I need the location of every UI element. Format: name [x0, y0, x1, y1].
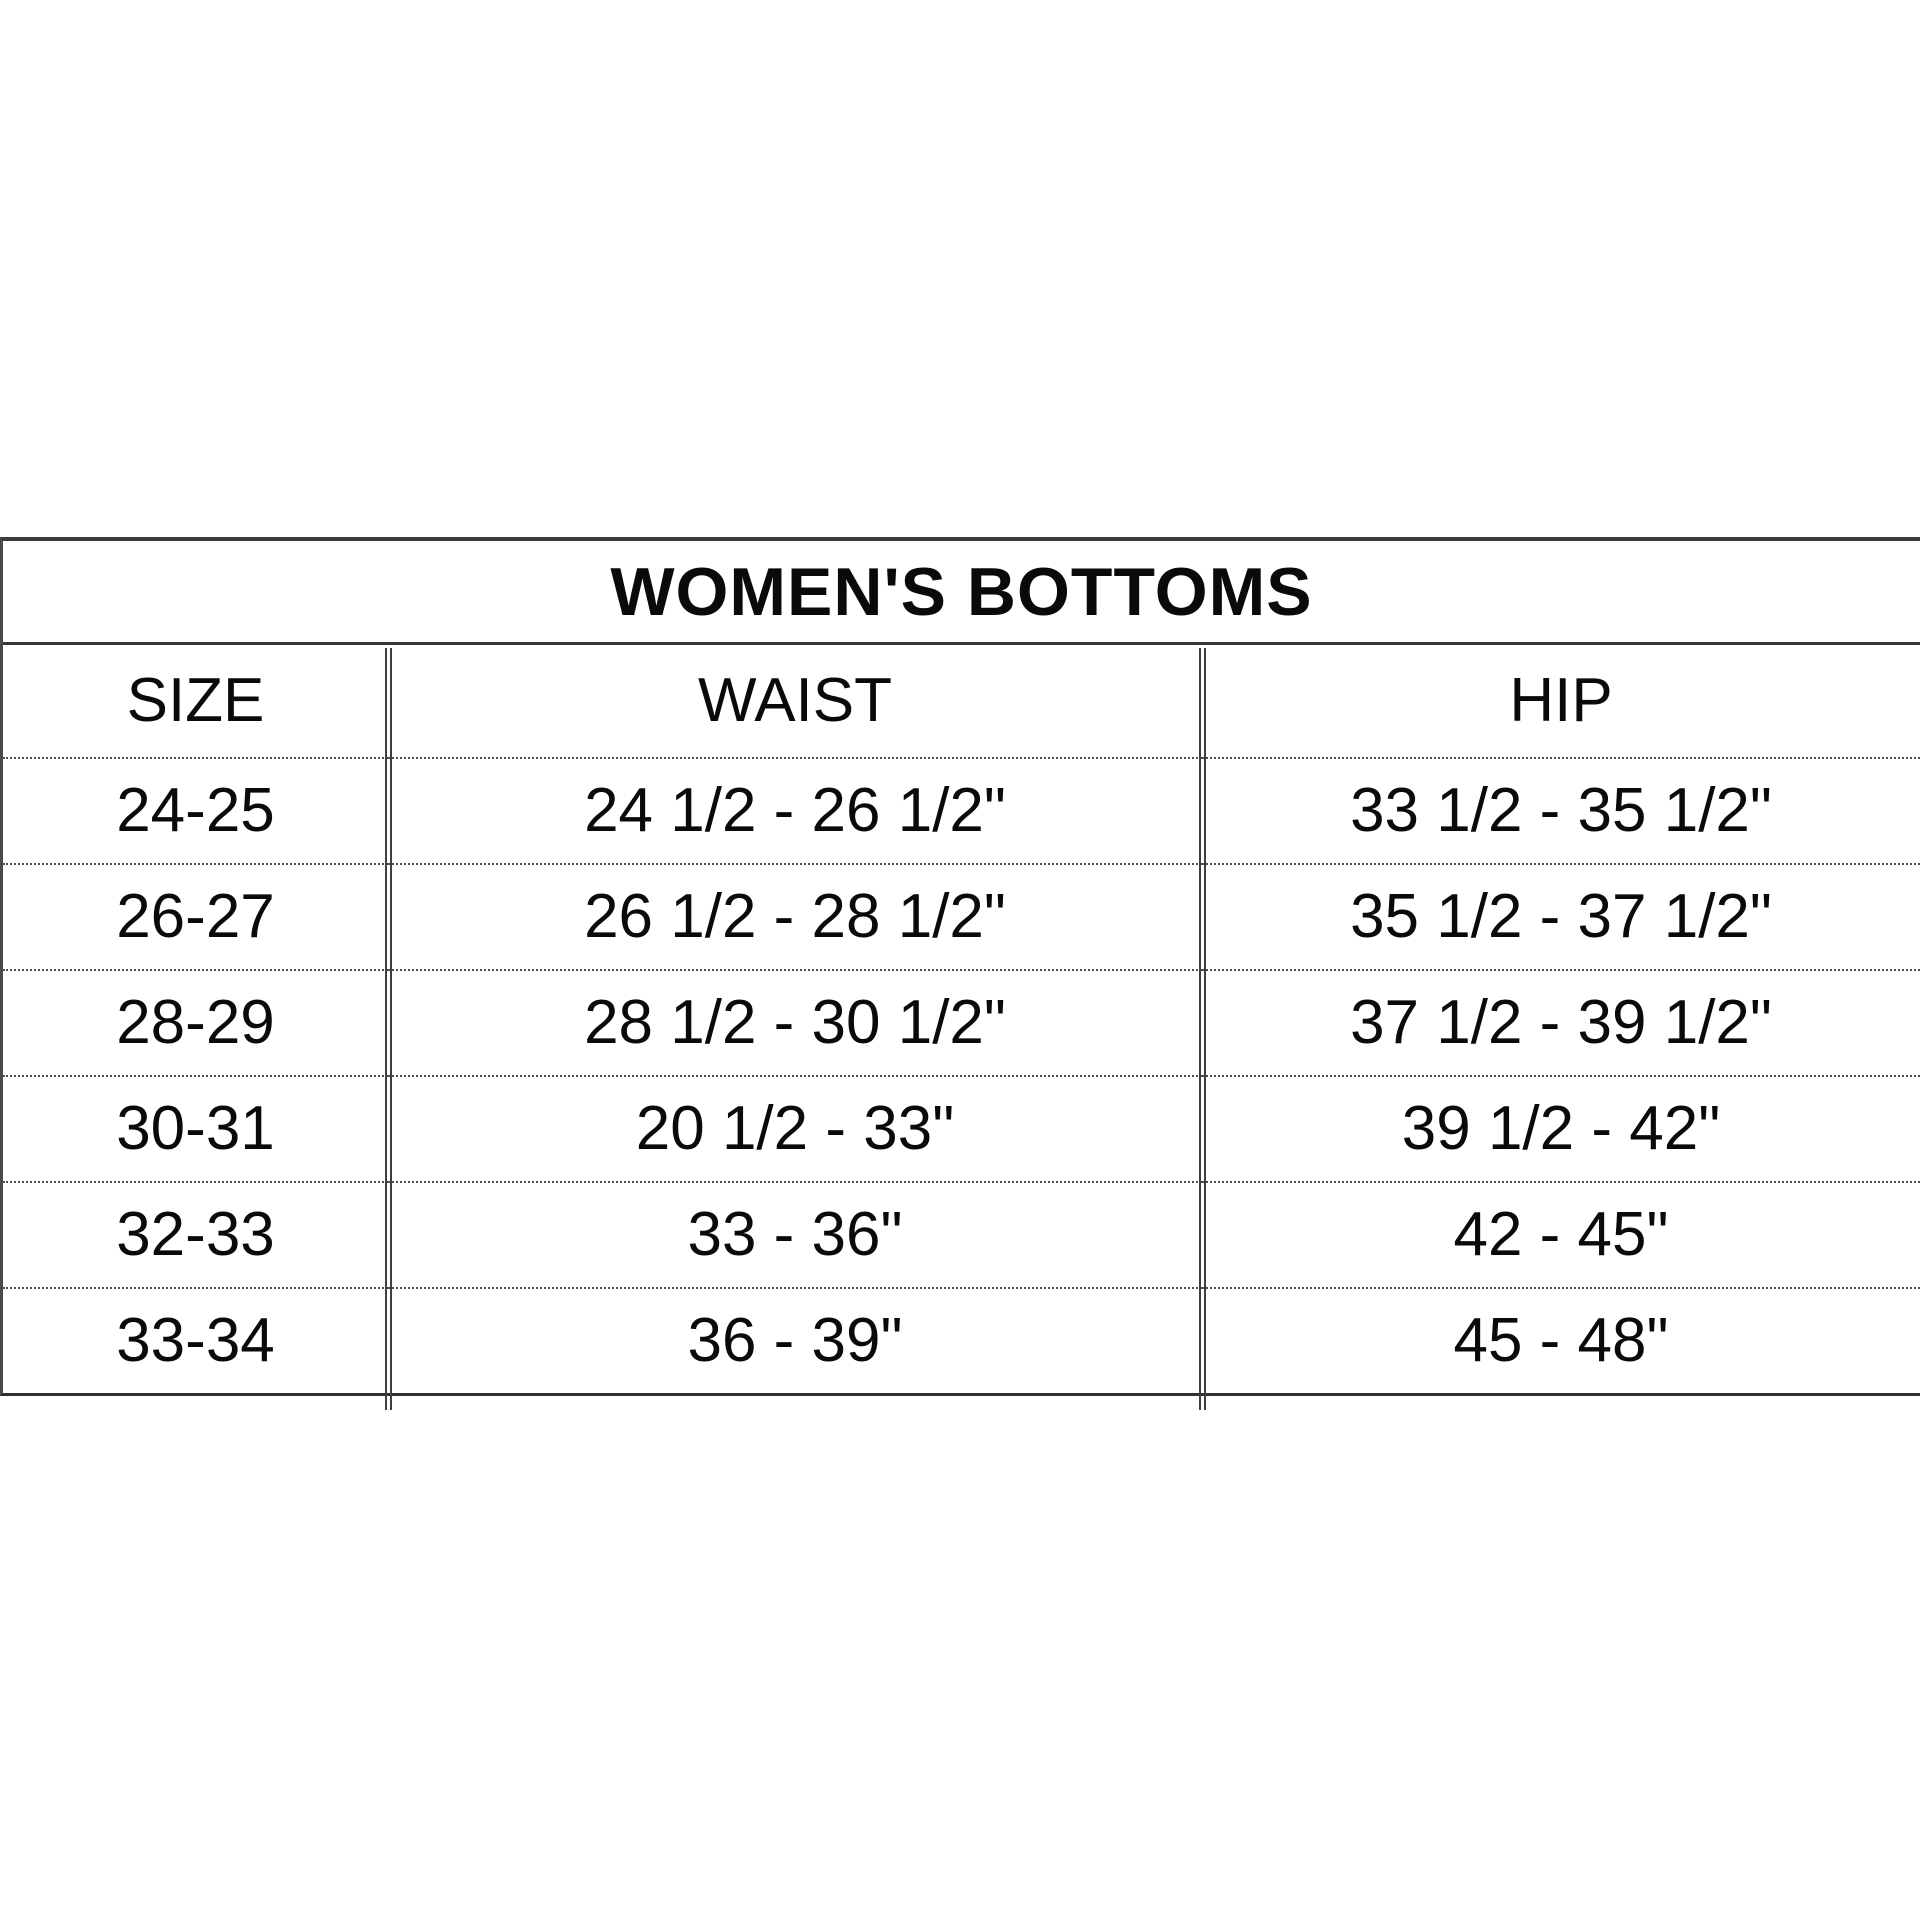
- column-header-waist: WAIST: [697, 666, 893, 735]
- size-cell: 32-33: [3, 1181, 388, 1287]
- waist-cell: 20 1/2 - 33": [388, 1075, 1202, 1181]
- hip-cell: 37 1/2 - 39 1/2": [1202, 969, 1920, 1075]
- table-title: WOMEN'S BOTTOMS: [3, 541, 1920, 645]
- waist-cell: 24 1/2 - 26 1/2": [388, 757, 1202, 863]
- column-header-size: SIZE: [126, 666, 265, 735]
- hip-cell: 35 1/2 - 37 1/2": [1202, 863, 1920, 969]
- waist-cell: 36 - 39": [388, 1287, 1202, 1393]
- size-cell: 26-27: [3, 863, 388, 969]
- waist-cell: 33 - 36": [388, 1181, 1202, 1287]
- size-cell: 30-31: [3, 1075, 388, 1181]
- size-chart-table: [0, 537, 1920, 1396]
- hip-cell: 39 1/2 - 42": [1202, 1075, 1920, 1181]
- size-cell: 24-25: [3, 757, 388, 863]
- waist-cell: 26 1/2 - 28 1/2": [388, 863, 1202, 969]
- hip-cell: 42 - 45": [1202, 1181, 1920, 1287]
- hip-cell: 33 1/2 - 35 1/2": [1202, 757, 1920, 863]
- size-cell: 33-34: [3, 1287, 388, 1393]
- size-cell: 28-29: [3, 969, 388, 1075]
- waist-cell: 28 1/2 - 30 1/2": [388, 969, 1202, 1075]
- hip-cell: 45 - 48": [1202, 1287, 1920, 1393]
- column-header-hip: HIP: [1509, 666, 1613, 735]
